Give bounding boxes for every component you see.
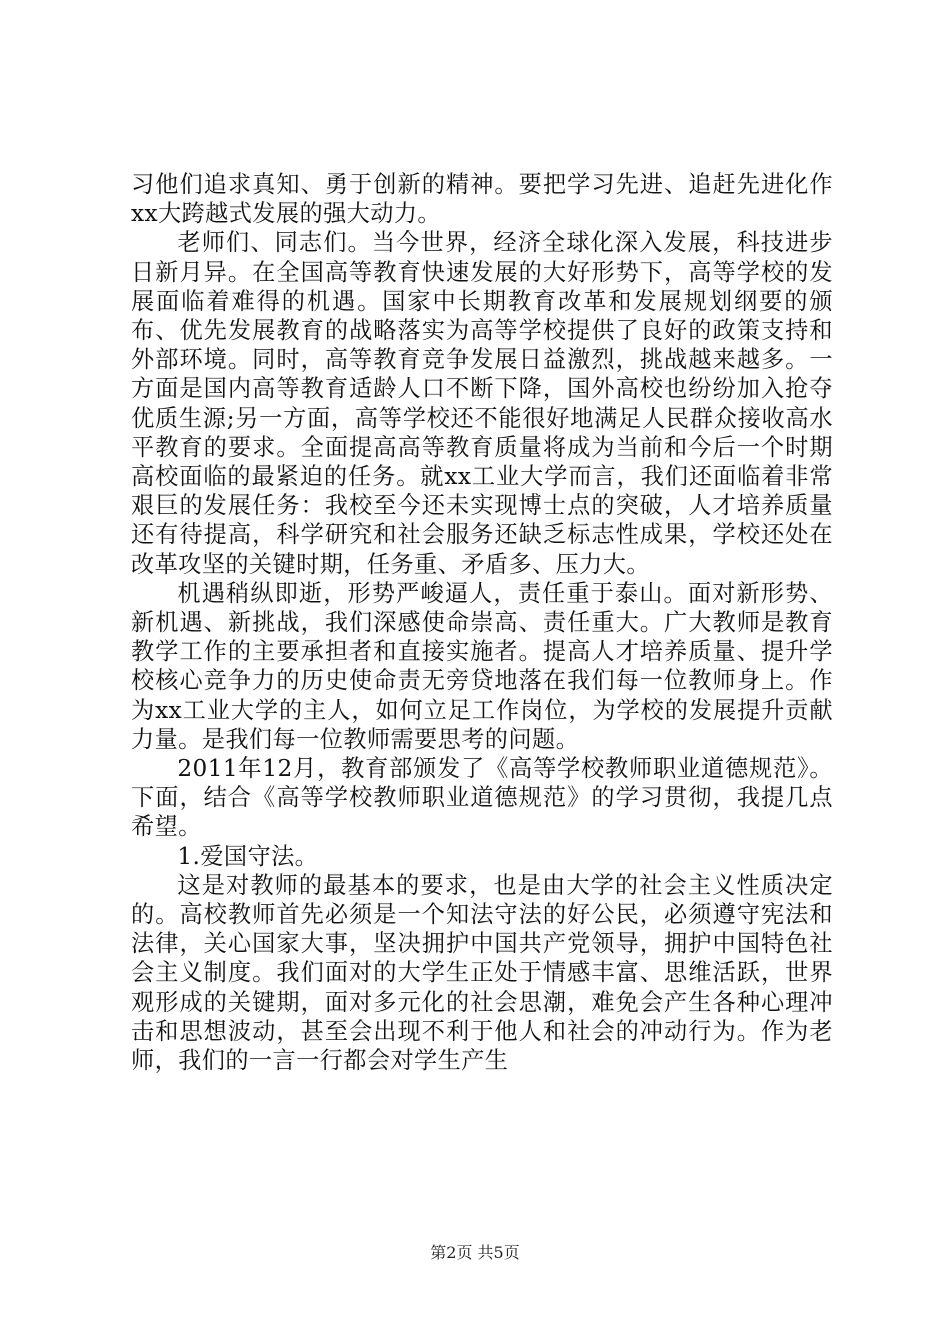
paragraph-ethics-norms: 2011年12月，教育部颁发了《高等学校教师职业道德规范》。下面，结合《高等学校教师职业道德规范》的学习贯彻，我提几点希望。: [131, 755, 833, 841]
paragraph-continuation: 习他们追求真知、勇于创新的精神。要把学习先进、追赶先进化作xx大跨越式发展的强大动力。: [131, 171, 833, 228]
paragraph-responsibility: 机遇稍纵即逝，形势严峻逼人，责任重于泰山。面对新形势、新机遇、新挑战，我们深感使命崇高、责任重大。广大教师是教育教学工作的主要承担者和直接实施者。提高人才培养质量、提升学校核心竞争力的历史使命责无旁贷地落在我们每一位教师身上。作为xx工业大学的主人，如何立足工作岗位，为学校的发展提升贡献力量。是我们每一位教师需要思考的问题。: [131, 579, 833, 753]
paragraph-patriotism: 这是对教师的最基本的要求，也是由大学的社会主义性质决定的。高校教师首先必须是一个知法守法的好公民，必须遵守宪法和法律，关心国家大事，坚决拥护中国共产党领导，拥护中国特色社会主义制度。我们面对的大学生正处于情感丰富、思维活跃，世界观形成的关键期，面对多元化的社会思潮，难免会产生各种心理冲击和思想波动，甚至会出现不利于他人和社会的冲动行为。作为老师，我们的一言一行都会对学生产生: [131, 871, 833, 1075]
page-number-footer: 第2页 共5页: [430, 1243, 520, 1262]
paragraph-current-situation: 老师们、同志们。当今世界，经济全球化深入发展，科技进步日新月异。在全国高等教育快速发展的大好形势下，高等学校的发展面临着难得的机遇。国家中长期教育改革和发展规划纲要的颁布、优先发展教育的战略落实为高等学校提供了良好的政策支持和外部环境。同时，高等教育竞争发展日益激烈，挑战越来越多。一方面是国内高等教育适龄人口不断下降，国外高校也纷纷加入抢夺优质生源;另一方面，高等学校还不能很好地满足人民群众接收高水平教育的要求。全面提高高等教育质量将成为当前和今后一个时期高校面临的最紧迫的任务。就xx工业大学而言，我们还面临着非常艰巨的发展任务：我校至今还未实现博士点的突破，人才培养质量还有待提高，科学研究和社会服务还缺乏标志性成果，学校还处在改革攻坚的关键时期，任务重、矛盾多、压力大。: [131, 229, 833, 578]
section-heading-patriotism: 1.爱国守法。: [177, 842, 319, 870]
document-body: [131, 170, 833, 1075]
